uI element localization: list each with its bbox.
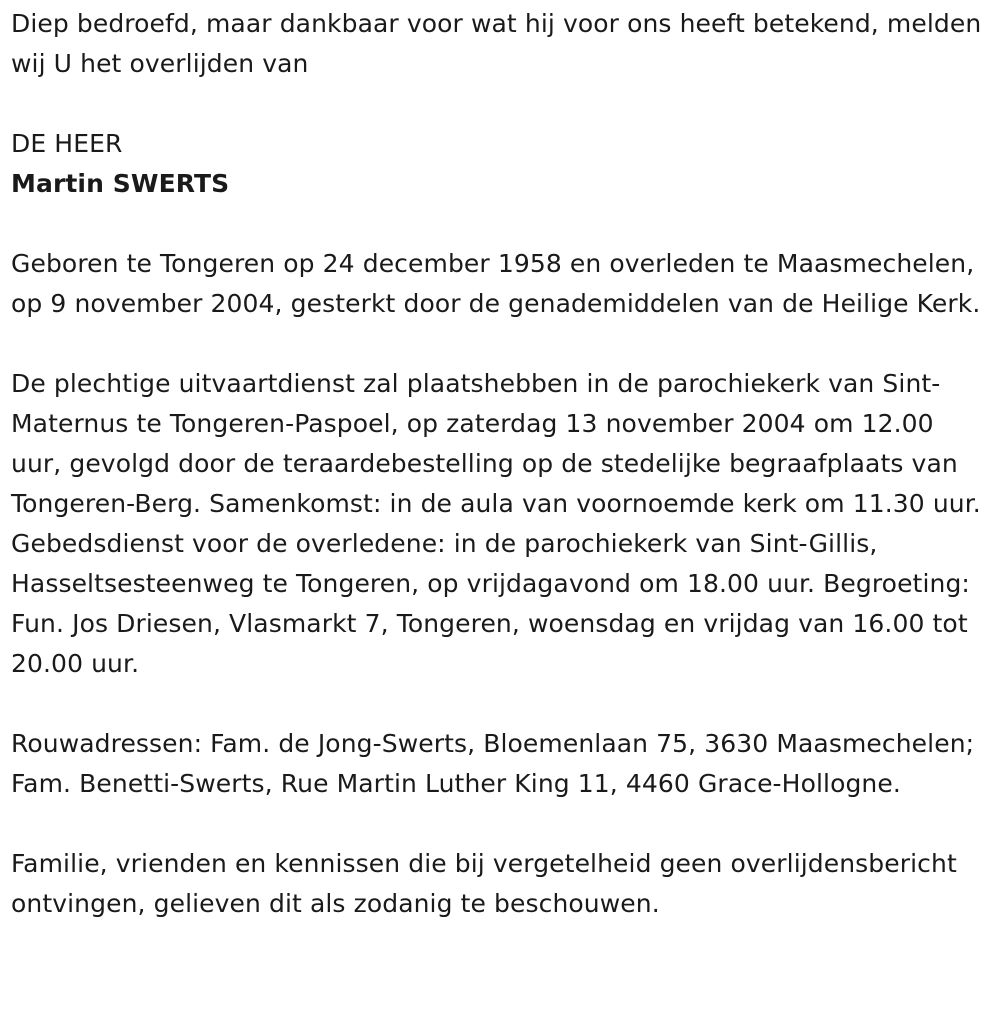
deceased-name: Martin SWERTS (11, 169, 230, 198)
addresses-paragraph: Rouwadressen: Fam. de Jong-Swerts, Bloemenlaan 75, 3630 Maasmechelen; Fam. Benetti-Swerts, Rue Martin Luther King 11, 4460 Grace-Hollogne. (11, 729, 975, 798)
honorific-title: DE HEER (11, 129, 123, 158)
death-notice (11, 4, 991, 924)
funeral-paragraph: De plechtige uitvaartdienst zal plaatshebben in de parochiekerk van Sint-Maternus te Tongeren-Paspoel, op zaterdag 13 november 2004 om 12.00 uur, gevolgd door de teraardebestelling op de stedelijke begraafplaats van Tongeren-Berg. Samenkomst: in de aula van voornoemde kerk om 11.30 uur. Gebedsdienst voor de overledene: in de parochiekerk van Sint-Gillis, Hasseltsesteenweg te Tongeren, op vrijdagavond om 18.00 uur. Begroeting: Fun. Jos Driesen, Vlasmarkt 7, Tongeren, woensdag en vrijdag van 16.00 tot 20.00 uur. (11, 369, 981, 678)
closing-paragraph: Familie, vrienden en kennissen die bij vergetelheid geen overlijdensbericht ontvingen, gelieven dit als zodanig te beschouwen. (11, 849, 957, 918)
intro-paragraph: Diep bedroefd, maar dankbaar voor wat hij voor ons heeft betekend, melden wij U het overlijden van (11, 9, 982, 78)
birth-death-paragraph: Geboren te Tongeren op 24 december 1958 en overleden te Maasmechelen, op 9 november 2004, gesterkt door de genademiddelen van de Heilige Kerk. (11, 249, 981, 318)
